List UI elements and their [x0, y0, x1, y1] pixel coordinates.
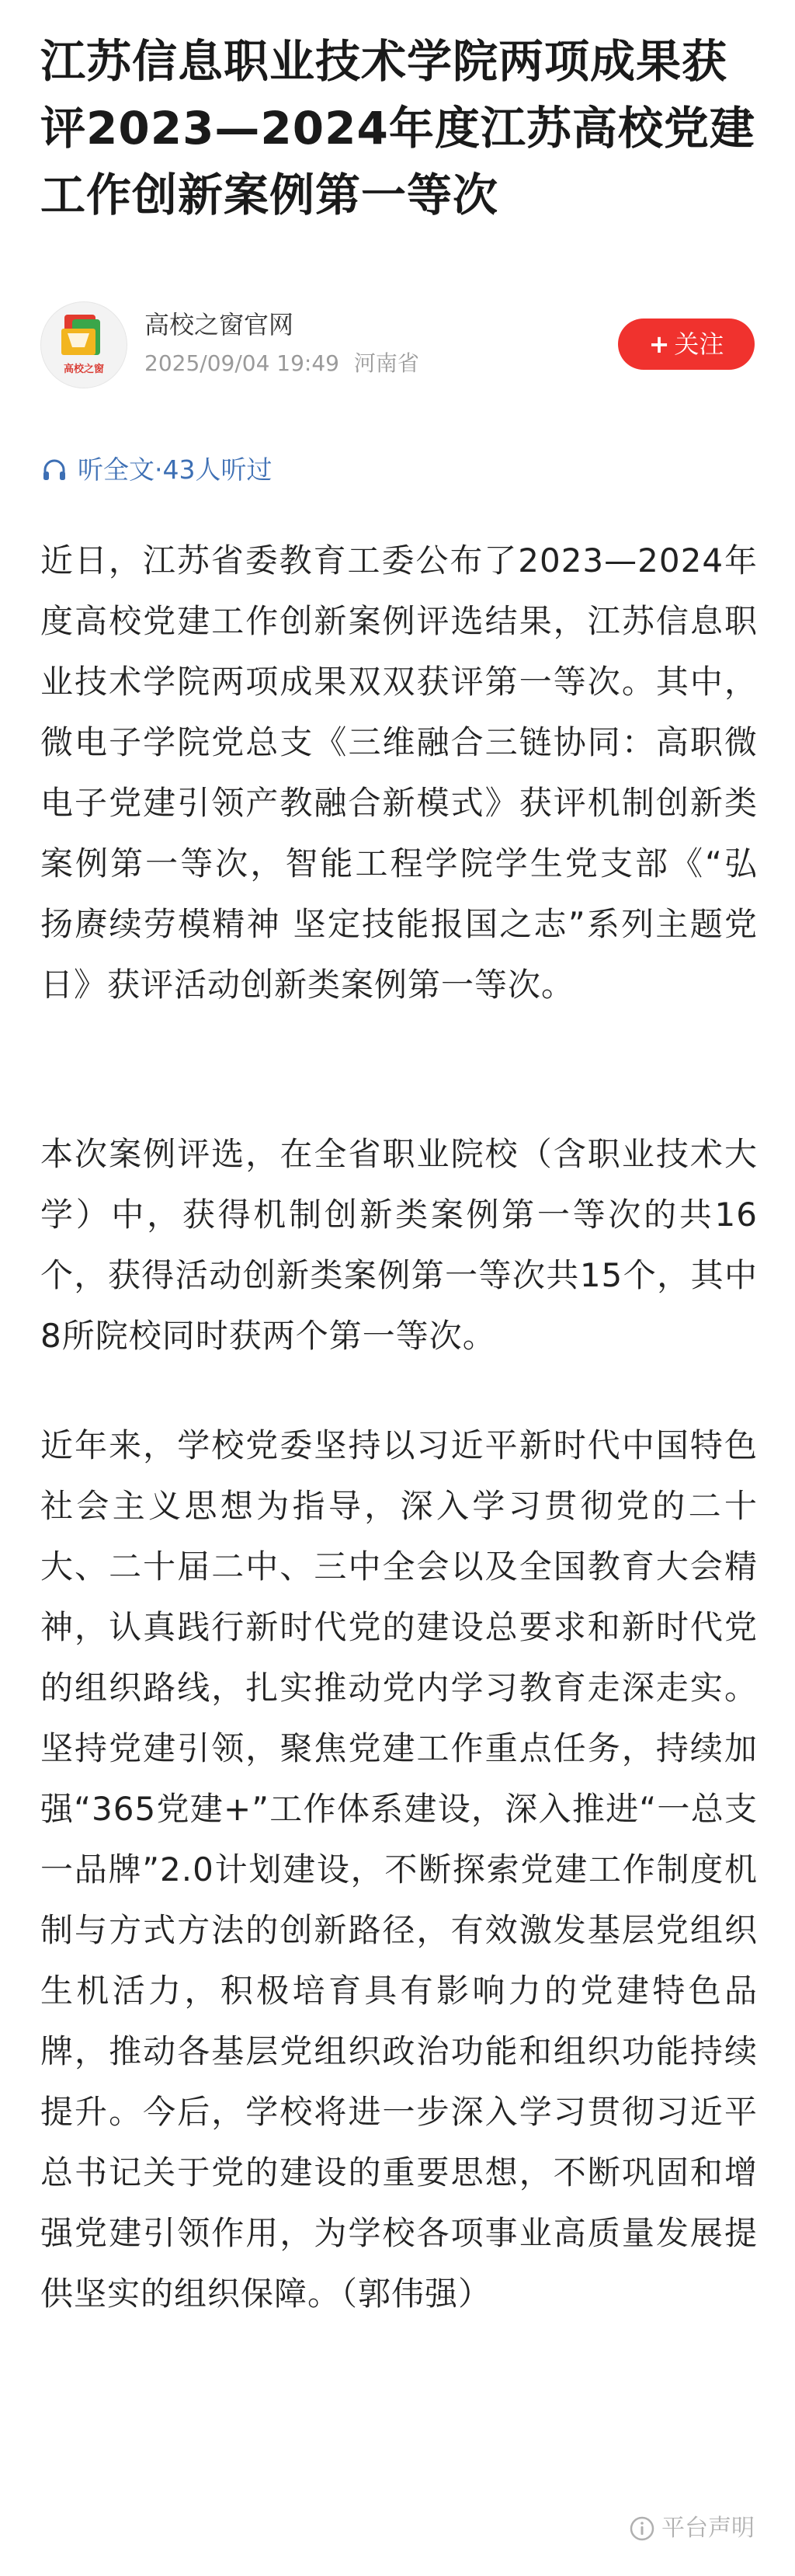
- follow-button[interactable]: [618, 319, 755, 370]
- headphones-icon: [40, 456, 68, 484]
- school-window-logo-icon: [41, 302, 127, 388]
- info-icon: [629, 2515, 655, 2542]
- disclaimer-label: 平台声明: [661, 2515, 755, 2542]
- author-name[interactable]: 高校之窗官网: [144, 310, 294, 339]
- plus-icon: +: [648, 329, 670, 359]
- article-title: 江苏信息职业技术学院两项成果获评2023—2024年度江苏高校党建工作创新案例第一等次: [40, 35, 755, 221]
- listen-label: 听全文·43人听过: [78, 454, 273, 485]
- follow-label: 关注: [674, 329, 724, 359]
- publish-date: 2025/09/04 19:49: [144, 350, 339, 376]
- avatar-caption: 高校之窗: [63, 364, 105, 375]
- author-meta: [144, 348, 419, 379]
- avatar[interactable]: [40, 301, 127, 388]
- publish-location: 河南省: [353, 350, 419, 376]
- paragraph-3: 近年来，学校党委坚持以习近平新时代中国特色社会主义思想为指导，深入学习贯彻党的二十大、二十届二中、三中全会以及全国教育大会精神，认真践行新时代党的建设总要求和新时代党的组织路线，扎实推动党内学习教育走深走实。坚持党建引领，聚焦党建工作重点任务，持续加强“365党建+”工作体系建设，深入推进“一总支一品牌”2.0计划建设，不断探索党建工作制度机制与方式方法的创新路径，有效激发基层党组织生机活力，积极培育具有影响力的党建特色品牌，推动各基层党组织政治功能和组织功能持续提升。今后，学校将进一步深入学习贯彻习近平总书记关于党的建设的重要思想，不断巩固和增强党建引领作用，为学校各项事业高质量发展提供坚实的组织保障。（郭伟强）: [40, 1426, 758, 2313]
- listen-button[interactable]: [40, 451, 272, 489]
- paragraph-1: 近日，江苏省委教育工委公布了2023—2024年度高校党建工作创新案例评选结果，江苏信息职业技术学院两项成果双双获评第一等次。其中，微电子学院党总支《三维融合三链协同：高职微电子党建引领产教融合新模式》获评机制创新类案例第一等次，智能工程学院学生党支部《“弘扬赓续劳模精神 坚定技能报国之志”系列主题党日》获评活动创新类案例第一等次。: [40, 541, 758, 1004]
- author-row: [40, 301, 755, 387]
- paragraph-2: 本次案例评选，在全省职业院校（含职业技术大学）中，获得机制创新类案例第一等次的共16个，获得活动创新类案例第一等次共15个，其中8所院校同时获两个第一等次。: [40, 1135, 758, 1355]
- platform-disclaimer-link[interactable]: [629, 2509, 755, 2548]
